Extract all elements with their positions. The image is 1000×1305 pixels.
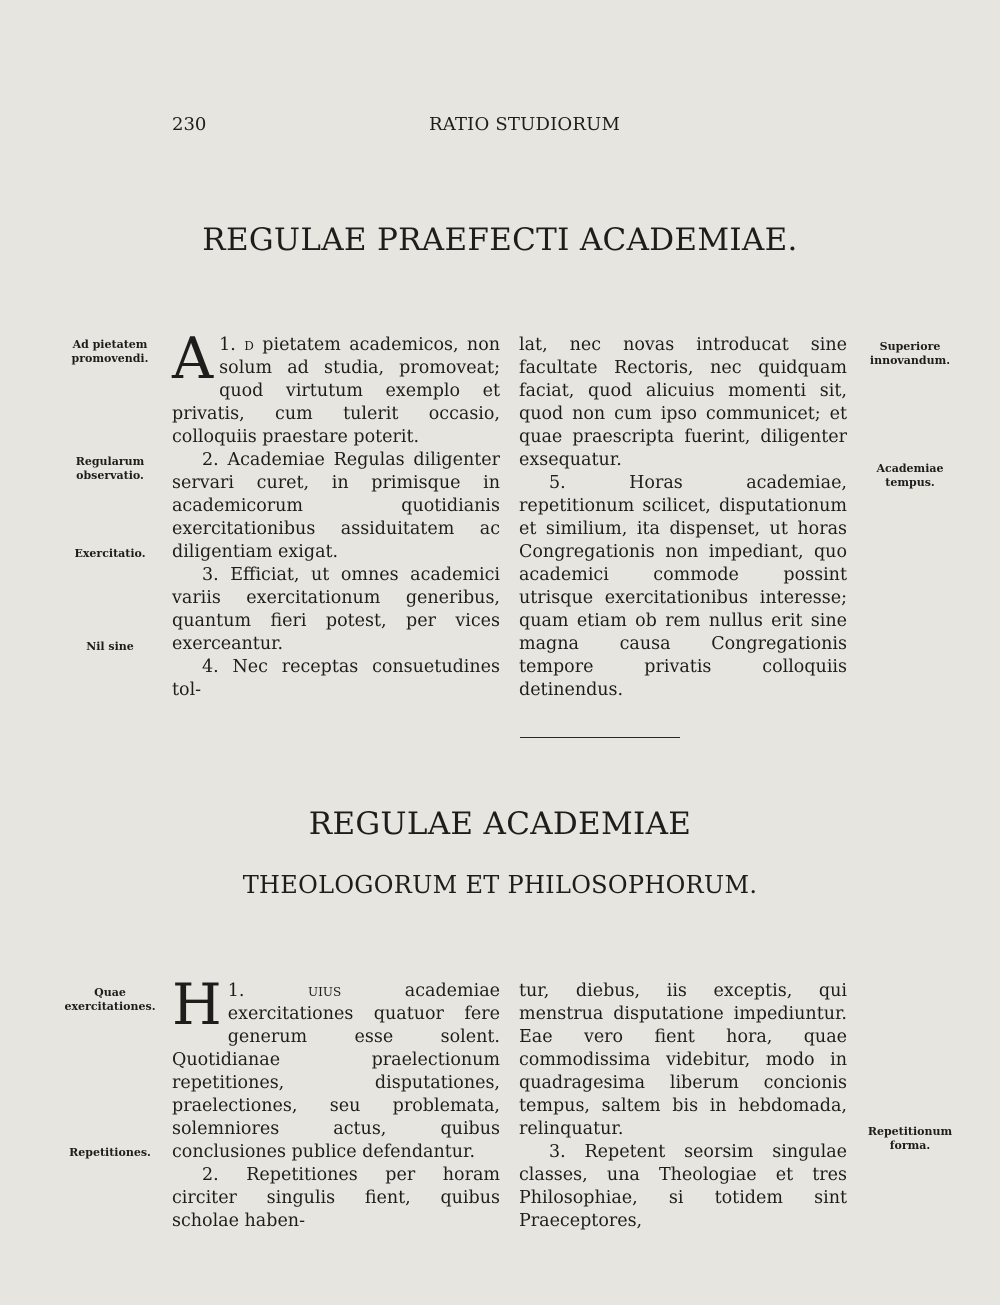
margin-note-exercitatio: Exercitatio. — [74, 547, 146, 560]
margin-note-repetitionum-forma: Repetitionum forma. — [867, 1125, 953, 1152]
section1-paragraph-5: 5. Horas academiae, repetitionum scilicet, disputationum et similium, ita dispenset, ut horas Congregationis non impediant, quo academici commode possint utrisque exercitationibus interesse; quam etiam ob rem nullus erit sine magna causa Congregationis tempore privatis colloquiis detinendus. — [519, 473, 847, 700]
paragraph-number: 1. — [219, 335, 236, 355]
section1-left-column — [172, 326, 500, 702]
running-title: RATIO STUDIORUM — [429, 114, 621, 135]
margin-note-repetitiones: Repetitiones. — [69, 1146, 151, 1159]
section-title-academiae: REGULAE ACADEMIAE — [308, 806, 692, 842]
section1-right-column — [519, 334, 847, 702]
section2-right-column — [519, 980, 847, 1233]
margin-note-nil-sine: Nil sine — [86, 640, 134, 653]
section-subtitle: THEOLOGORUM ET PHILOSOPHORUM. — [242, 871, 758, 899]
section2-paragraph-1 — [172, 972, 500, 1164]
section1-paragraph-3: 3. Efficiat, ut omnes academici variis exercitationum generibus, quantum fieri potest, per vices exerceantur. — [172, 565, 500, 654]
section-divider — [520, 737, 680, 738]
section1-paragraph-4-continued: lat, nec novas introducat sine facultate Rectoris, nec quidquam faciat, quod alicuius momenti sit, quod non cum ipso communicet; et quae praescripta fuerint, diligenter exsequatur. — [519, 335, 847, 470]
section2-paragraph-1-continued: tur, diebus, iis exceptis, qui menstrua disputatione impediuntur. Eae vero fient hora, quae commodissima videbitur, modo in quadragesima liberum concionis tempus, saltem bis in hebdomada, relinquatur. — [519, 981, 847, 1139]
margin-note-superiore: Superiore innovandum. — [869, 340, 951, 367]
section2-paragraph-2: 2. Repetitiones per horam circiter singulis fient, quibus scholae haben- — [172, 1165, 500, 1231]
section-title-praefecti: REGULAE PRAEFECTI ACADEMIAE. — [202, 222, 798, 258]
margin-note-regularum: Regularum observatio. — [75, 455, 145, 482]
small-caps-lead: uius — [308, 981, 342, 1001]
section2-paragraph-3: 3. Repetent seorsim singulae classes, una Theologiae et tres Philosophiae, si totidem sint Praeceptores, — [519, 1142, 847, 1231]
small-caps-lead: d — [244, 335, 254, 355]
paragraph-text: pietatem academicos, non solum ad studia, promoveat; quod virtutum exemplo et privatis, cum tulerit occasio, colloquiis praestare poterit. — [172, 335, 500, 447]
section1-paragraph-4: 4. Nec receptas consuetudines tol- — [172, 657, 500, 700]
section1-paragraph-1 — [172, 326, 500, 449]
drop-cap: H — [172, 972, 222, 1038]
margin-note-academiae-tempus: Academiae tempus. — [876, 462, 944, 489]
drop-cap: A — [172, 326, 214, 392]
section1-paragraph-2: 2. Academiae Regulas diligenter servari curet, in primisque in academicorum quotidianis exercitationibus assiduitatem ac diligentiam exigat. — [172, 450, 500, 562]
paragraph-text: academiae exercitationes quatuor fere generum esse solent. Quotidianae praelectionum repetitiones, disputationes, praelectiones, seu problemata, solemniores actus, quibus conclusiones publice defendantur. — [172, 981, 500, 1162]
margin-note-quae-exercitationes: Quae exercitationes. — [64, 986, 156, 1013]
section2-left-column — [172, 972, 500, 1233]
margin-note-pietatem: Ad pietatem promovendi. — [71, 338, 149, 365]
paragraph-number: 1. — [227, 981, 245, 1001]
page-number: 230 — [172, 114, 207, 135]
